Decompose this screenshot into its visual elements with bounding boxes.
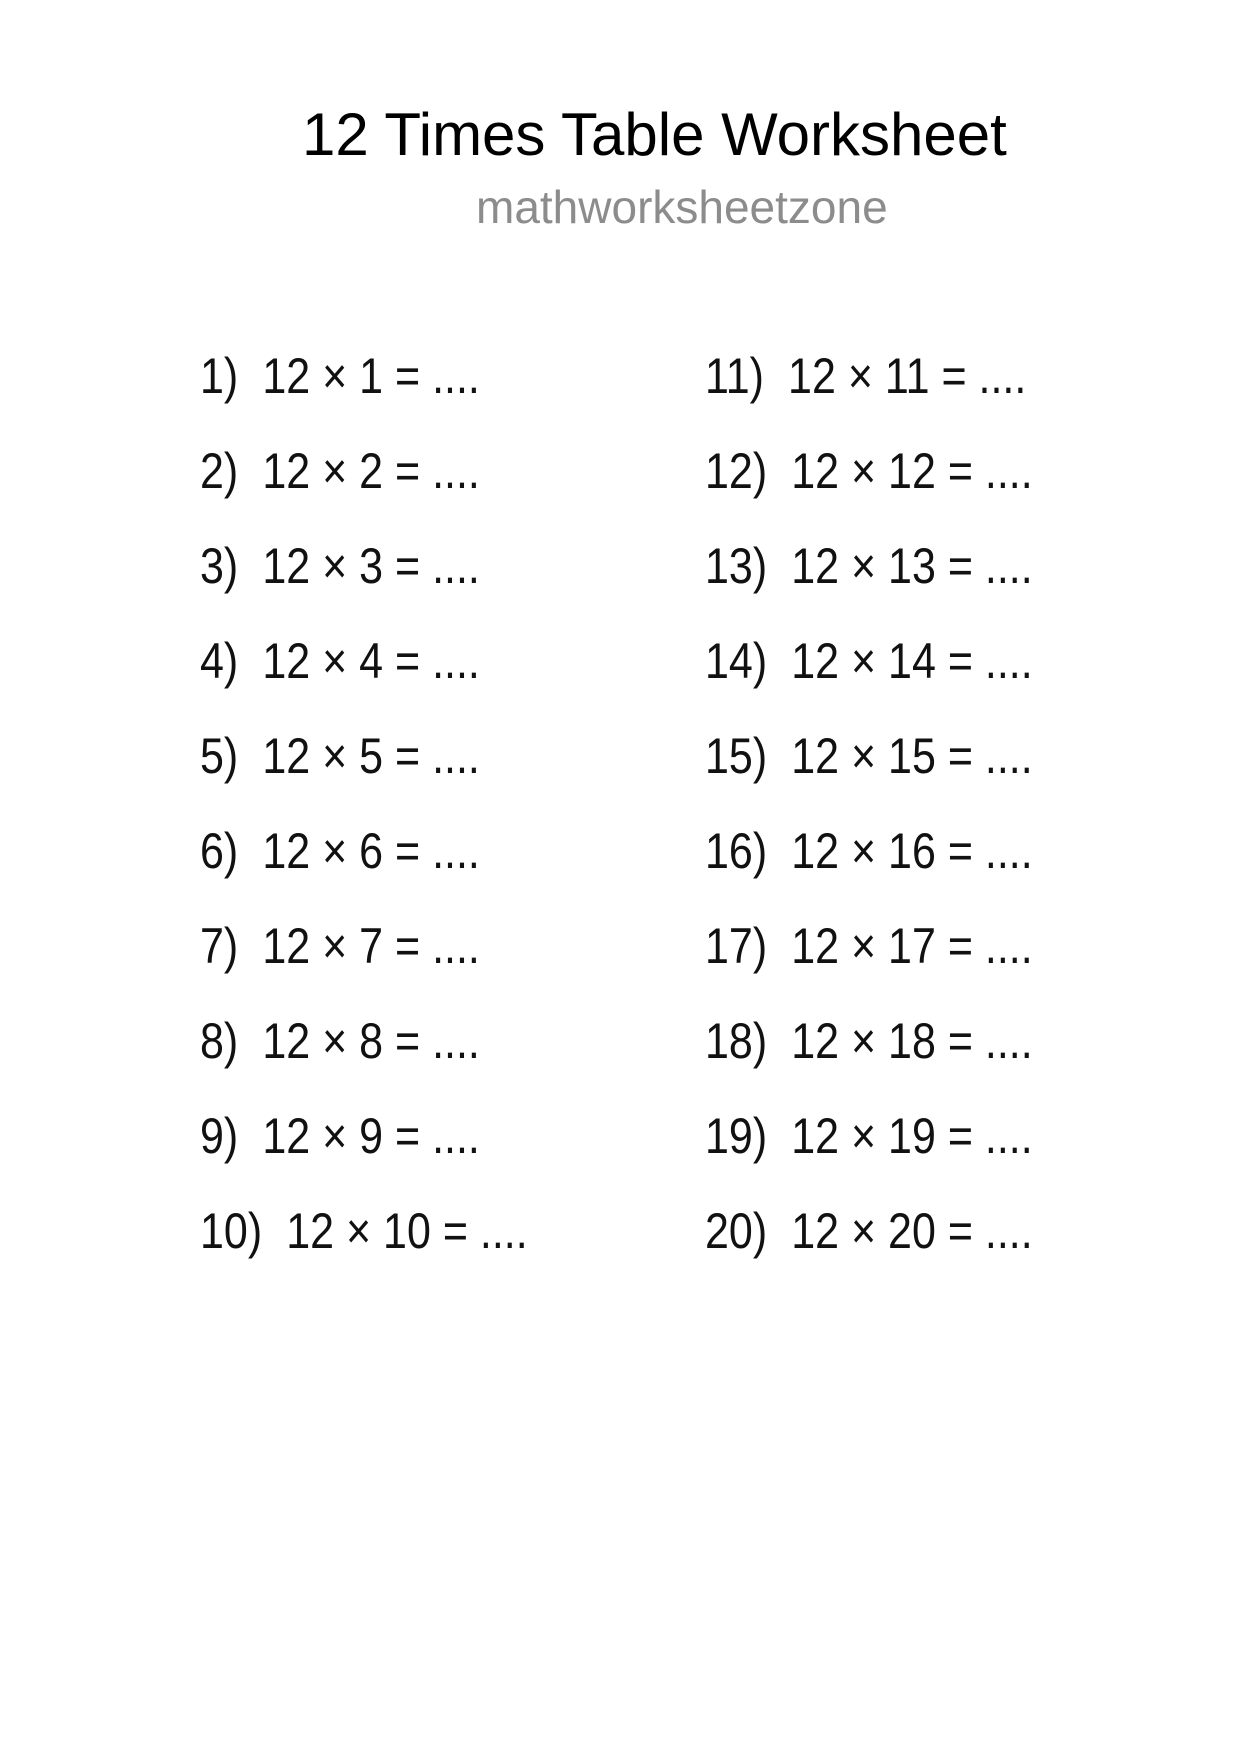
problem-number: 8) [200, 1012, 239, 1069]
problem-row [705, 898, 1033, 993]
problem-number: 14) [705, 632, 768, 689]
problem-expression: 12 × 8 = .... [262, 1012, 480, 1069]
problem-row [705, 423, 1033, 518]
problem-expression: 12 × 5 = .... [262, 727, 480, 784]
page-subtitle: mathworksheetzone [476, 181, 888, 233]
problem-expression: 12 × 3 = .... [262, 537, 480, 594]
problem-expression: 12 × 7 = .... [262, 917, 480, 974]
problem-expression: 12 × 10 = .... [286, 1202, 528, 1259]
problem-number: 13) [705, 537, 768, 594]
problem-number: 18) [705, 1012, 768, 1069]
problem-number: 6) [200, 822, 239, 879]
problem-row [200, 518, 528, 613]
problems-column-left [200, 328, 581, 1278]
problem-expression: 12 × 13 = .... [791, 537, 1033, 594]
problem-number: 16) [705, 822, 768, 879]
problem-number: 17) [705, 917, 768, 974]
problem-number: 11) [705, 347, 764, 404]
problem-row [705, 803, 1033, 898]
problem-number: 5) [200, 727, 239, 784]
problem-row [200, 898, 528, 993]
problem-row [705, 708, 1033, 803]
problem-number: 1) [200, 347, 239, 404]
problem-expression: 12 × 17 = .... [791, 917, 1033, 974]
problem-row [200, 1183, 528, 1278]
problem-number: 2) [200, 442, 239, 499]
problem-row [200, 1088, 528, 1183]
problem-expression: 12 × 14 = .... [791, 632, 1033, 689]
problem-row [200, 613, 528, 708]
problem-expression: 12 × 4 = .... [262, 632, 480, 689]
problem-row [200, 328, 528, 423]
problem-number: 15) [705, 727, 768, 784]
problem-expression: 12 × 19 = .... [791, 1107, 1033, 1164]
problem-row [200, 708, 528, 803]
problem-row [705, 518, 1033, 613]
problem-row [705, 328, 1033, 423]
problem-expression: 12 × 2 = .... [262, 442, 480, 499]
problem-row [200, 803, 528, 898]
problem-number: 7) [200, 917, 239, 974]
page-title: 12 Times Table Worksheet [302, 101, 1007, 168]
problem-expression: 12 × 18 = .... [791, 1012, 1033, 1069]
problem-number: 10) [200, 1202, 263, 1259]
problem-expression: 12 × 1 = .... [262, 347, 480, 404]
problem-row [705, 613, 1033, 708]
problem-expression: 12 × 11 = .... [788, 347, 1027, 404]
problem-number: 19) [705, 1107, 768, 1164]
problem-row [705, 1183, 1033, 1278]
problems-column-right [705, 328, 1086, 1278]
problem-expression: 12 × 16 = .... [791, 822, 1033, 879]
problem-number: 3) [200, 537, 239, 594]
problem-expression: 12 × 15 = .... [791, 727, 1033, 784]
problem-row [705, 1088, 1033, 1183]
problem-row [200, 423, 528, 518]
problem-row [200, 993, 528, 1088]
problem-number: 20) [705, 1202, 768, 1259]
problem-number: 4) [200, 632, 239, 689]
problem-row [705, 993, 1033, 1088]
problem-expression: 12 × 6 = .... [262, 822, 480, 879]
problem-number: 12) [705, 442, 768, 499]
problem-number: 9) [200, 1107, 239, 1164]
problem-expression: 12 × 20 = .... [791, 1202, 1033, 1259]
problem-expression: 12 × 12 = .... [791, 442, 1033, 499]
problem-expression: 12 × 9 = .... [262, 1107, 480, 1164]
